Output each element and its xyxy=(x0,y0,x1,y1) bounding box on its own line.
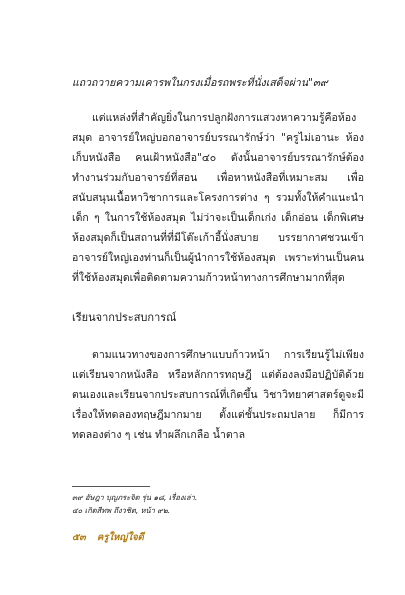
book-title: ครูใหญ่ใจดี xyxy=(97,532,144,543)
footnote-2: ๔๐ เกิดสีทพ ถึงวชิต, หน้า ๙๒. xyxy=(72,506,171,515)
page-footer xyxy=(72,530,144,545)
intro-line: แถวถวายความเคารพในกรงเมื่อรถพระที่นั่งเสด็จผ่าน"๓๙ xyxy=(72,77,328,89)
footnote-1: ๓๙ อัษฎา บุญภระจิต รุ่น ๑๘, เรื่องเล่า. xyxy=(72,493,198,502)
body-paragraph-2: ตามแนวทางของการศึกษาแบบก้าวหน้า การเรียนรู้ไม่เพียงแต่เรียนจากหนังสือ หรือหลักการทฤษฎี แต่ต้องลงมือปฏิบัติด้วยตนเองและเรียนจากประสบการณ์ที่เกิดขึ้น วิชาวิทยาศาสตร์ดูจะมีเรื่องให้ทดลองทฤษฎีมากมาย ตั้งแต่ชั้นประถมปลาย ก็มีการทดลองต่าง ๆ เช่น ทำผลึกเกลือ น้ำตาล xyxy=(72,349,364,441)
body-paragraph-1: แต่แหล่งที่สำคัญยิ่งในการปลูกฝังการแสวงหาความรู้คือห้องสมุด อาจารย์ใหญ่บอกอาจารย์บรรณารักษ์ว่า "ครูไม่เอานะ ห้องเก็บหนังสือ คนเฝ้าหนังสือ"๔๐ ดังนั้นอาจารย์บรรณารักษ์ต้องทำงานร่วมกับอาจารย์ที่สอน เพื่อหาหนังสือที่เหมาะสม เพื่อสนับสนุนเนื้อหาวิชาการและโครงการต่าง ๆ รวมทั้งให้คำแนะนำเด็ก ๆ ในการใช้ห้องสมุด ไม่ว่าจะเป็นเด็กเก่ง เด็กอ่อน เด็กพิเศษ ห้องสมุดก็เป็นสถานที่ที่มีโต๊ะเก้าอี้นั่งสบาย บรรยากาศชวนเข้า อาจารย์ใหญ่เองท่านก็เป็นผู้นำการใช้ห้องสมุด เพราะท่านเป็นคนที่ใช้ห้องสมุดเพื่อติดตามความก้าวหน้าทางการศึกษามากที่สุด xyxy=(72,112,364,284)
footnote-divider xyxy=(72,486,150,487)
page-number: ๕๓ xyxy=(72,532,86,543)
section-heading: เรียนจากประสบการณ์ xyxy=(72,311,177,324)
